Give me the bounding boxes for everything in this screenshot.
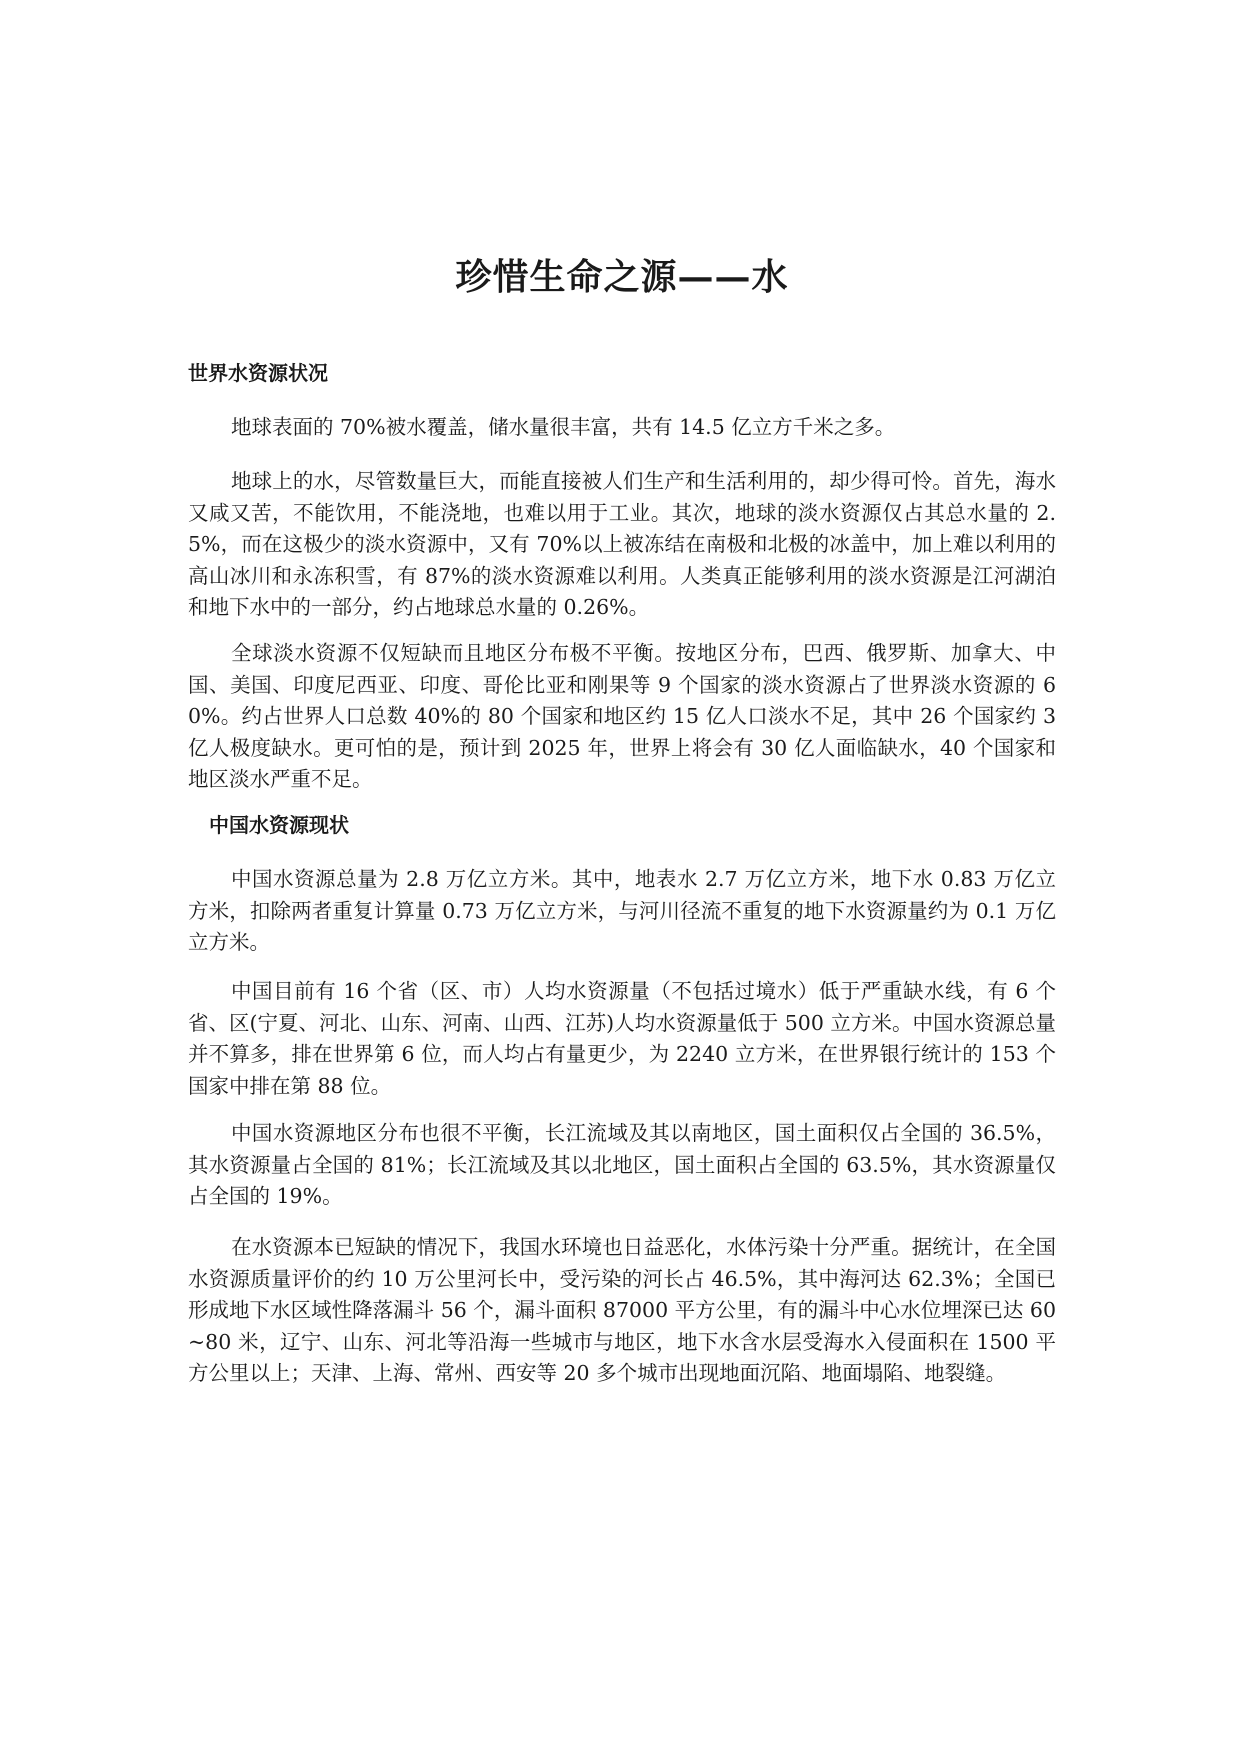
paragraph: 中国水资源总量为 2.8 万亿立方米。其中，地表水 2.7 万亿立方米，地下水 0.83 万亿立方米，扣除两者重复计算量 0.73 万亿立方米，与河川径流不重复的地下水资源量约为 0.1 万亿立方米。: [188, 867, 1056, 954]
section-heading-world-water: 世界水资源状况: [188, 361, 328, 385]
paragraph: 全球淡水资源不仅短缺而且地区分布极不平衡。按地区分布，巴西、俄罗斯、加拿大、中国、美国、印度尼西亚、印度、哥伦比亚和刚果等 9 个国家的淡水资源占了世界淡水资源的 60%。约占世界人口总数 40%的 80 个国家和地区约 15 亿人口淡水不足，其中 26 个国家约 3 亿人极度缺水。更可怕的是，预计到 2025 年，世界上将会有 30 亿人面临缺水，40 个国家和地区淡水严重不足。: [188, 641, 1056, 791]
page-title: 珍惜生命之源——水: [455, 256, 789, 298]
document-page: [188, 0, 1056, 1754]
section-heading-china-water: 中国水资源现状: [209, 813, 349, 837]
paragraph: 地球表面的 70%被水覆盖，储水量很丰富，共有 14.5 亿立方千米之多。: [231, 415, 896, 439]
paragraph: 中国目前有 16 个省（区、市）人均水资源量（不包括过境水）低于严重缺水线，有 6 个省、区(宁夏、河北、山东、河南、山西、江苏)人均水资源量低于 500 立方米。中国水资源总量并不算多，排在世界第 6 位，而人均占有量更少，为 2240 立方米，在世界银行统计的 153 个国家中排在第 88 位。: [188, 979, 1056, 1098]
paragraph: 在水资源本已短缺的情况下，我国水环境也日益恶化，水体污染十分严重。据统计，在全国水资源质量评价的约 10 万公里河长中，受污染的河长占 46.5%，其中海河达 62.3%；全国已形成地下水区域性降落漏斗 56 个，漏斗面积 87000 平方公里，有的漏斗中心水位埋深已达 60~80 米，辽宁、山东、河北等沿海一些城市与地区，地下水含水层受海水入侵面积在 1500 平方公里以上；天津、上海、常州、西安等 20 多个城市出现地面沉陷、地面塌陷、地裂缝。: [188, 1235, 1056, 1385]
paragraph: 中国水资源地区分布也很不平衡，长江流域及其以南地区，国土面积仅占全国的 36.5%，其水资源量占全国的 81%；长江流域及其以北地区，国土面积占全国的 63.5%，其水资源量仅占全国的 19%。: [188, 1121, 1056, 1208]
paragraph: 地球上的水，尽管数量巨大，而能直接被人们生产和生活利用的，却少得可怜。首先，海水又咸又苦，不能饮用，不能浇地，也难以用于工业。其次，地球的淡水资源仅占其总水量的 2.5%，而在这极少的淡水资源中，又有 70%以上被冻结在南极和北极的冰盖中，加上难以利用的高山冰川和永冻积雪，有 87%的淡水资源难以利用。人类真正能够利用的淡水资源是江河湖泊和地下水中的一部分，约占地球总水量的 0.26%。: [188, 469, 1056, 619]
